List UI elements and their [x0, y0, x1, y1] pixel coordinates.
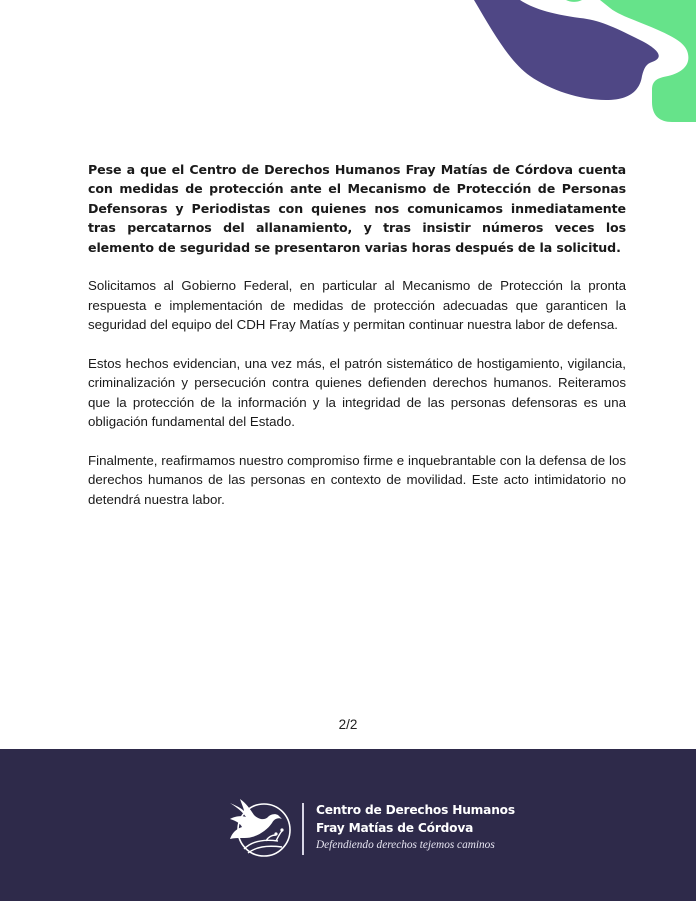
- org-name-line1: Centro de Derechos Humanos: [316, 803, 515, 817]
- paragraph-request-government: Solicitamos al Gobierno Federal, en particular al Mecanismo de Protección la pronta respuesta e implementación de medidas de protección adecuadas que garanticen la seguridad del equipo del CDH Fray Matías y permitan continuar nuestra labor de defensa.: [88, 278, 626, 333]
- paragraph-protection-measures: Pese a que el Centro de Derechos Humanos Fray Matías de Córdova cuenta con medidas de protección ante el Mecanismo de Protección de Personas Defensoras y Periodistas con quienes nos comunicamos inmediatamente tras percatarnos del allanamiento, y tras insistir números veces los elemento de seguridad se presentaron varias horas después de la solicitud.: [88, 162, 626, 255]
- org-tagline: Defendiendo derechos tejemos caminos: [316, 839, 495, 851]
- decorative-blob-shapes: [440, 0, 696, 130]
- page-number: 2/2: [338, 717, 358, 732]
- paragraph-commitment: Finalmente, reafirmamos nuestro compromiso firme e inquebrantable con la defensa de los derechos humanos de las personas en contexto de movilidad. Este acto intimidatorio no detendrá nuestra labor.: [88, 453, 626, 507]
- dove-in-circle-icon: [226, 797, 294, 859]
- document-body: [88, 160, 626, 529]
- footer-divider: [302, 803, 304, 855]
- org-name-line2: Fray Matías de Córdova: [316, 821, 474, 835]
- paragraph-systematic-pattern: Estos hechos evidencian, una vez más, el patrón sistemático de hostigamiento, vigilancia, criminalización y persecución contra quienes defienden derechos humanos. Reiteramos que la protección de la información y la integridad de las personas defensoras es una obligación fundamental del Estado.: [88, 356, 626, 430]
